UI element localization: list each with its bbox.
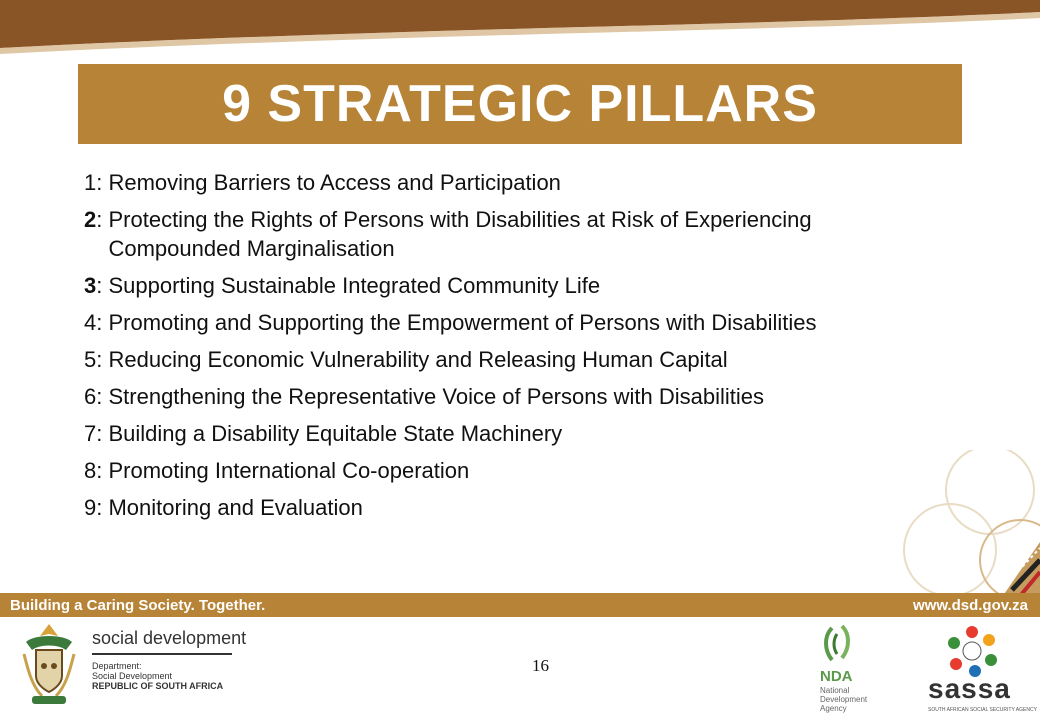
pillar-text: Reducing Economic Vulnerability and Releasing Human Capital: [108, 347, 728, 372]
pillar-number: 2: [84, 207, 97, 232]
pillar-number: 6: [84, 384, 97, 409]
pillar-item: 5 : Reducing Economic Vulnerability and Releasing Human Capital: [84, 345, 924, 374]
sassa-subtitle: SOUTH AFRICAN SOCIAL SECURITY AGENCY: [928, 707, 1037, 713]
footer-website-link[interactable]: www.dsd.gov.za: [912, 597, 1028, 614]
pillar-item: 9 : Monitoring and Evaluation: [84, 493, 924, 522]
pillar-text: Building a Disability Equitable State Machinery: [108, 421, 563, 446]
pillar-number: 7: [84, 421, 97, 446]
pillar-number: 8: [84, 458, 97, 483]
footer-tagline: Building a Caring Society. Together.: [10, 597, 266, 614]
top-decorative-band: [0, 0, 1040, 60]
department-line-1: Department:: [92, 661, 142, 671]
department-line-2: Social Development: [92, 671, 173, 681]
title-banner: [78, 64, 962, 144]
pillar-item: 7 : Building a Disability Equitable State Machinery: [84, 419, 924, 448]
sassa-logo-icon: [945, 624, 999, 678]
page-number: 16: [532, 656, 549, 675]
pillar-text: Protecting the Rights of Persons with Disabilities at Risk of Experiencing Compounded Marginalisation: [108, 207, 812, 261]
department-divider: [92, 653, 232, 655]
pillar-text: Strengthening the Representative Voice of Persons with Disabilities: [108, 384, 764, 409]
department-logo-name: social development: [92, 628, 247, 648]
pillar-item: 4 : Promoting and Supporting the Empowerment of Persons with Disabilities: [84, 308, 924, 337]
pillar-number: 5: [84, 347, 97, 372]
nda-subtitle-line-2: Development: [820, 695, 868, 704]
pillar-number: 4: [84, 310, 97, 335]
pillar-item: 2 : Protecting the Rights of Persons with Disabilities at Risk of Experiencing Compounded Marginalisation: [84, 205, 924, 263]
pillar-item: 3 : Supporting Sustainable Integrated Community Life: [84, 271, 924, 300]
nda-name: NDA: [820, 668, 853, 685]
pillar-number: 1: [84, 170, 97, 195]
pillar-text: Promoting International Co-operation: [108, 458, 470, 483]
pillar-number: 9: [84, 495, 97, 520]
nda-subtitle-line-3: Agency: [820, 704, 847, 713]
pillar-item: 1 : Removing Barriers to Access and Participation: [84, 168, 924, 197]
pillar-item: 6 : Strengthening the Representative Voice of Persons with Disabilities: [84, 382, 924, 411]
pillar-text: Monitoring and Evaluation: [108, 495, 363, 520]
pillar-text: Removing Barriers to Access and Participation: [108, 170, 561, 195]
sassa-name: sassa: [928, 673, 1011, 704]
decorative-circles: [880, 450, 1040, 600]
nda-subtitle: [820, 686, 867, 713]
slide-title: 9 STRATEGIC PILLARS: [222, 75, 818, 133]
pillar-number: 3: [84, 273, 97, 298]
pillar-list: [84, 168, 924, 530]
coat-of-arms-icon: [18, 620, 80, 706]
pillar-item: 8 : Promoting International Co-operation: [84, 456, 924, 485]
nda-subtitle-line-1: National: [820, 686, 850, 695]
pillar-text: Supporting Sustainable Integrated Community Life: [108, 273, 601, 298]
department-label: [92, 661, 242, 691]
pillar-text: Promoting and Supporting the Empowerment of Persons with Disabilities: [108, 310, 817, 335]
department-line-3: REPUBLIC OF SOUTH AFRICA: [92, 681, 224, 691]
